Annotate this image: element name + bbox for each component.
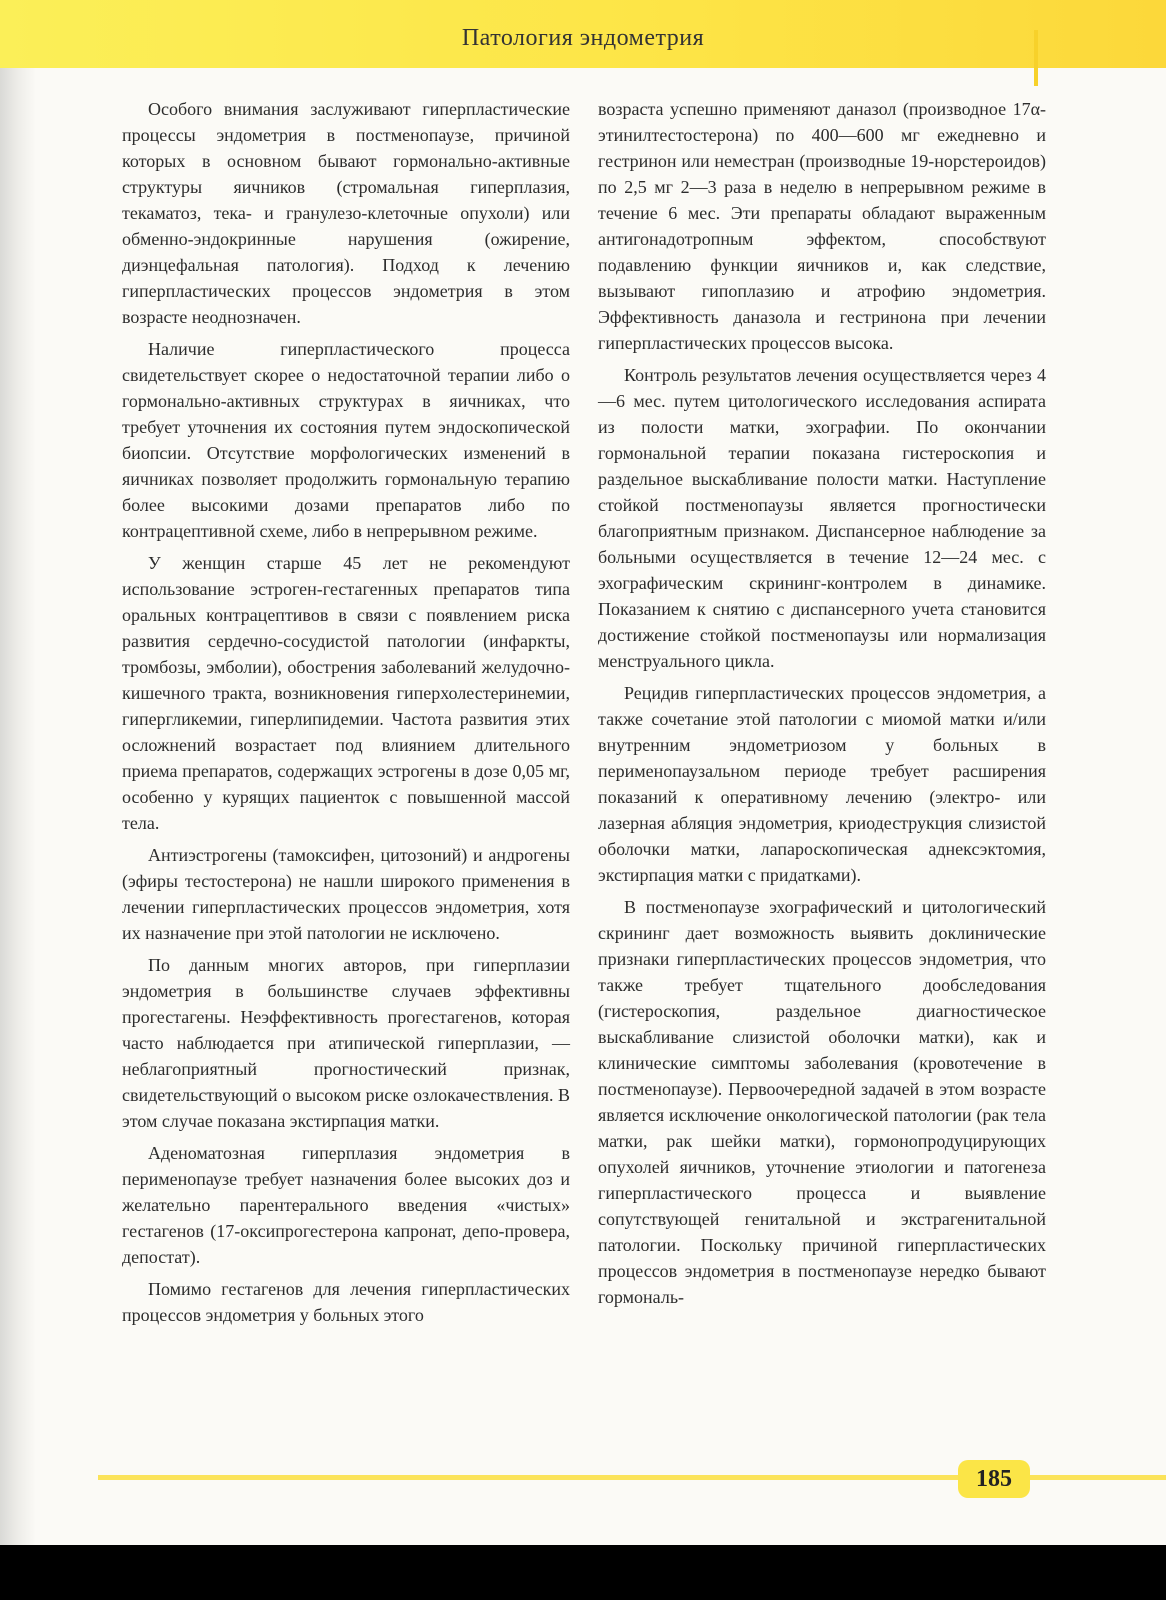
page-number: 185 [958, 1460, 1030, 1498]
paragraph: Наличие гиперпластического процесса свидетельствует скорее о недостаточной терапии либо о гормонально-активных структурах в яичниках, что требует уточнения их состояния путем эндоскопической биопсии. Отсутствие морфологических изменений в яичниках позволяет продолжить гормональную терапию более высокими дозами препаратов либо по контрацептивной схеме, либо в непрерывном режиме. [122, 339, 570, 541]
page-gutter-shadow [0, 0, 36, 1545]
paragraph: Контроль результатов лечения осуществляется через 4—6 мес. путем цитологического исследования аспирата из полости матки, эхографии. По окончании гормональной терапии показана гистероскопия и раздельное выскабливание полости матки. Наступление стойкой постменопаузы является прогностически благоприятным признаком. Диспансерное наблюдение за больными осуществляется в течение 12—24 мес. с эхографическим скрининг-контролем в динамике. Показанием к снятию с диспансерного учета становится достижение стойкой постменопаузы или нормализация менструального цикла. [598, 365, 1046, 671]
paragraph: По данным многих авторов, при гиперплазии эндометрия в большинстве случаев эффективны прогестагены. Неэффективность прогестагенов, которая часто наблюдается при атипической гиперплазии, — неблагоприятный прогностический признак, свидетельствующий о высоком риске озлокачествления. В этом случае показана экстирпация матки. [122, 955, 570, 1131]
paragraph: Антиэстрогены (тамоксифен, цитозоний) и андрогены (эфиры тестостерона) не нашли широкого применения в лечении гиперпластических процессов эндометрия, хотя их назначение при этой патологии не исключено. [122, 845, 570, 943]
scan-bottom-border [0, 1545, 1166, 1600]
paragraph-continued: возраста успешно применяют даназол (производное 17α-этинилтестостерона) по 400—600 мг ежедневно и гестринон или неместран (производные 19-норстероидов) по 2,5 мг 2—3 раза в неделю в непрерывном режиме в течение 6 мес. Эти препараты обладают выраженным антигонадотропным эффектом, способствуют подавлению функции яичников и, как следствие, вызывают гипоплазию и атрофию эндометрия. Эффективность даназола и гестринона при лечении гиперпластических процессов высока. [598, 99, 1046, 353]
paragraph: Рецидив гиперпластических процессов эндометрия, а также сочетание этой патологии с миомой матки и/или внутренним эндометриозом у больных в перименопаузальном периоде требует расширения показаний к оперативному лечению (электро- или лазерная абляция эндометрия, криодеструкция слизистой оболочки матки, лапароскопическая аднексэктомия, экстирпация матки с придатками). [598, 683, 1046, 885]
running-header-title: Патология эндометрия [461, 25, 705, 51]
paragraph: У женщин старше 45 лет не рекомендуют использование эстроген-гестагенных препаратов типа оральных контрацептивов в связи с появлением риска развития сердечно-сосудистой патологии (инфаркты, тромбозы, эмболии), обострения заболеваний желудочно-кишечного тракта, возникновения гиперхолестеринемии, гипергликемии, гиперлипидемии. Частота развития этих осложнений возрастает под влиянием длительного приема препаратов, содержащих эстрогены в дозе 0,05 мг, особенно у курящих пациенток с повышенной массой тела. [122, 553, 570, 833]
paragraph: Аденоматозная гиперплазия эндометрия в перименопаузе требует назначения более высоких доз и желательно парентерального введения «чистых» гестагенов (17-оксипрогестерона капронат, депо-провера, депостат). [122, 1143, 570, 1267]
text-column-left [122, 96, 570, 1334]
paragraph: В постменопаузе эхографический и цитологический скрининг дает возможность выявить доклинические признаки гиперпластических процессов эндометрия, что также требует тщательного дообследования (гистероскопия, раздельное диагностическое выскабливание слизистой оболочки матки), как и клинические симптомы заболевания (кровотечение в постменопаузе). Первоочередной задачей в этом возрасте является исключение онкологической патологии (рак тела матки, рак шейки матки), гормонопродуцирующих опухолей яичников, уточнение этиологии и патогенеза гиперпластического процесса и выявление сопутствующей генитальной и экстрагенитальной патологии. Поскольку причиной гиперпластических процессов эндометрия в постменопаузе нередко бывают гормональ- [598, 897, 1046, 1307]
text-column-right [598, 96, 1046, 1316]
header-vertical-rule [1034, 30, 1038, 86]
running-header [0, 0, 1166, 68]
paragraph: Помимо гестагенов для лечения гиперпластических процессов эндометрия у больных этого [122, 1279, 570, 1325]
paragraph: Особого внимания заслуживают гиперпластические процессы эндометрия в постменопаузе, причиной которых в основном бывают гормонально-активные структуры яичников (стромальная гиперплазия, текаматоз, тека- и гранулезо-клеточные опухоли) или обменно-эндокринные нарушения (ожирение, диэнцефальная патология). Подход к лечению гиперпластических процессов эндометрия в этом возрасте неоднозначен. [122, 99, 570, 327]
